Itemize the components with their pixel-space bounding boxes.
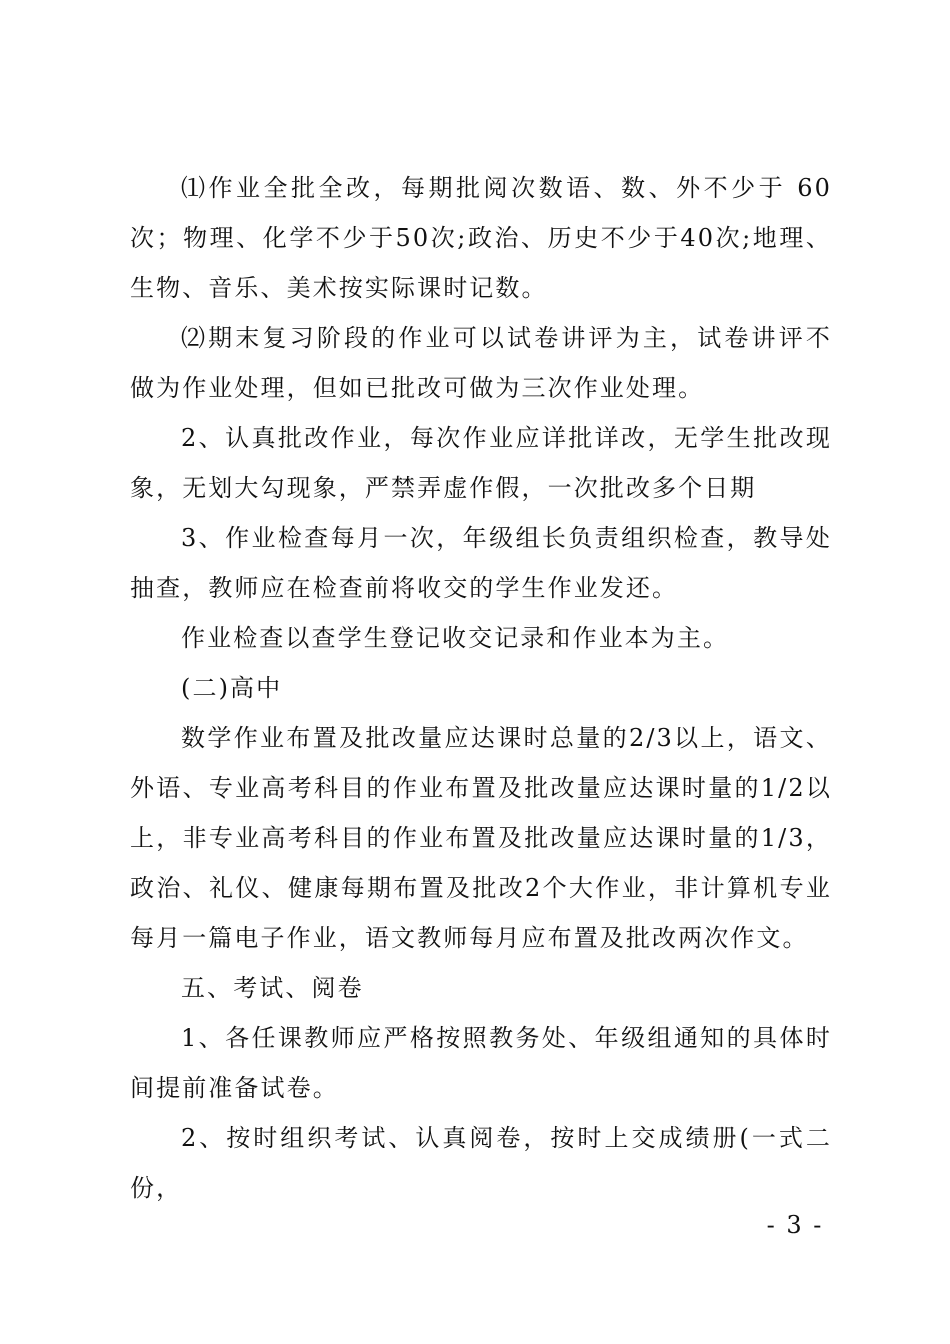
document-body	[130, 163, 832, 1213]
section-heading-exams-grading: 五、考试、阅卷	[181, 974, 364, 1002]
paragraph-inspection-basis: 作业检查以查学生登记收交记录和作业本为主。	[181, 624, 730, 652]
paragraph-organize-exams: 2、按时组织考试、认真阅卷，按时上交成绩册(一式二份，	[130, 1124, 832, 1202]
section-heading-high-school: (二)高中	[181, 674, 283, 702]
paragraph-monthly-inspection: 3、作业检查每月一次，年级组长负责组织检查，教导处抽查，教师应在检查前将收交的学生作业发还。	[130, 524, 832, 602]
paragraph-homework-full-correction: ⑴作业全批全改，每期批阅次数语、数、外不少于 60 次；物理、化学不少于50次;政治、历史不少于40次;地理、生物、音乐、美术按实际课时记数。	[130, 174, 832, 302]
paragraph-careful-correction: 2、认真批改作业，每次作业应详批详改，无学生批改现象，无划大勾现象，严禁弄虚作假，一次批改多个日期	[130, 424, 832, 502]
paragraph-final-review-homework: ⑵期末复习阶段的作业可以试卷讲评为主，试卷讲评不做为作业处理，但如已批改可做为三次作业处理。	[130, 324, 832, 402]
paragraph-high-school-homework-quota: 数学作业布置及批改量应达课时总量的2/3以上，语文、外语、专业高考科目的作业布置及批改量应达课时量的1/2以上，非专业高考科目的作业布置及批改量应达课时量的1/3，政治、礼仪、健康每期布置及批改2个大作业，非计算机专业每月一篇电子作业，语文教师每月应布置及批改两次作文。	[130, 724, 832, 952]
page-number: - 3 -	[766, 1211, 824, 1239]
paragraph-prepare-papers: 1、各任课教师应严格按照教务处、年级组通知的具体时间提前准备试卷。	[130, 1024, 832, 1102]
